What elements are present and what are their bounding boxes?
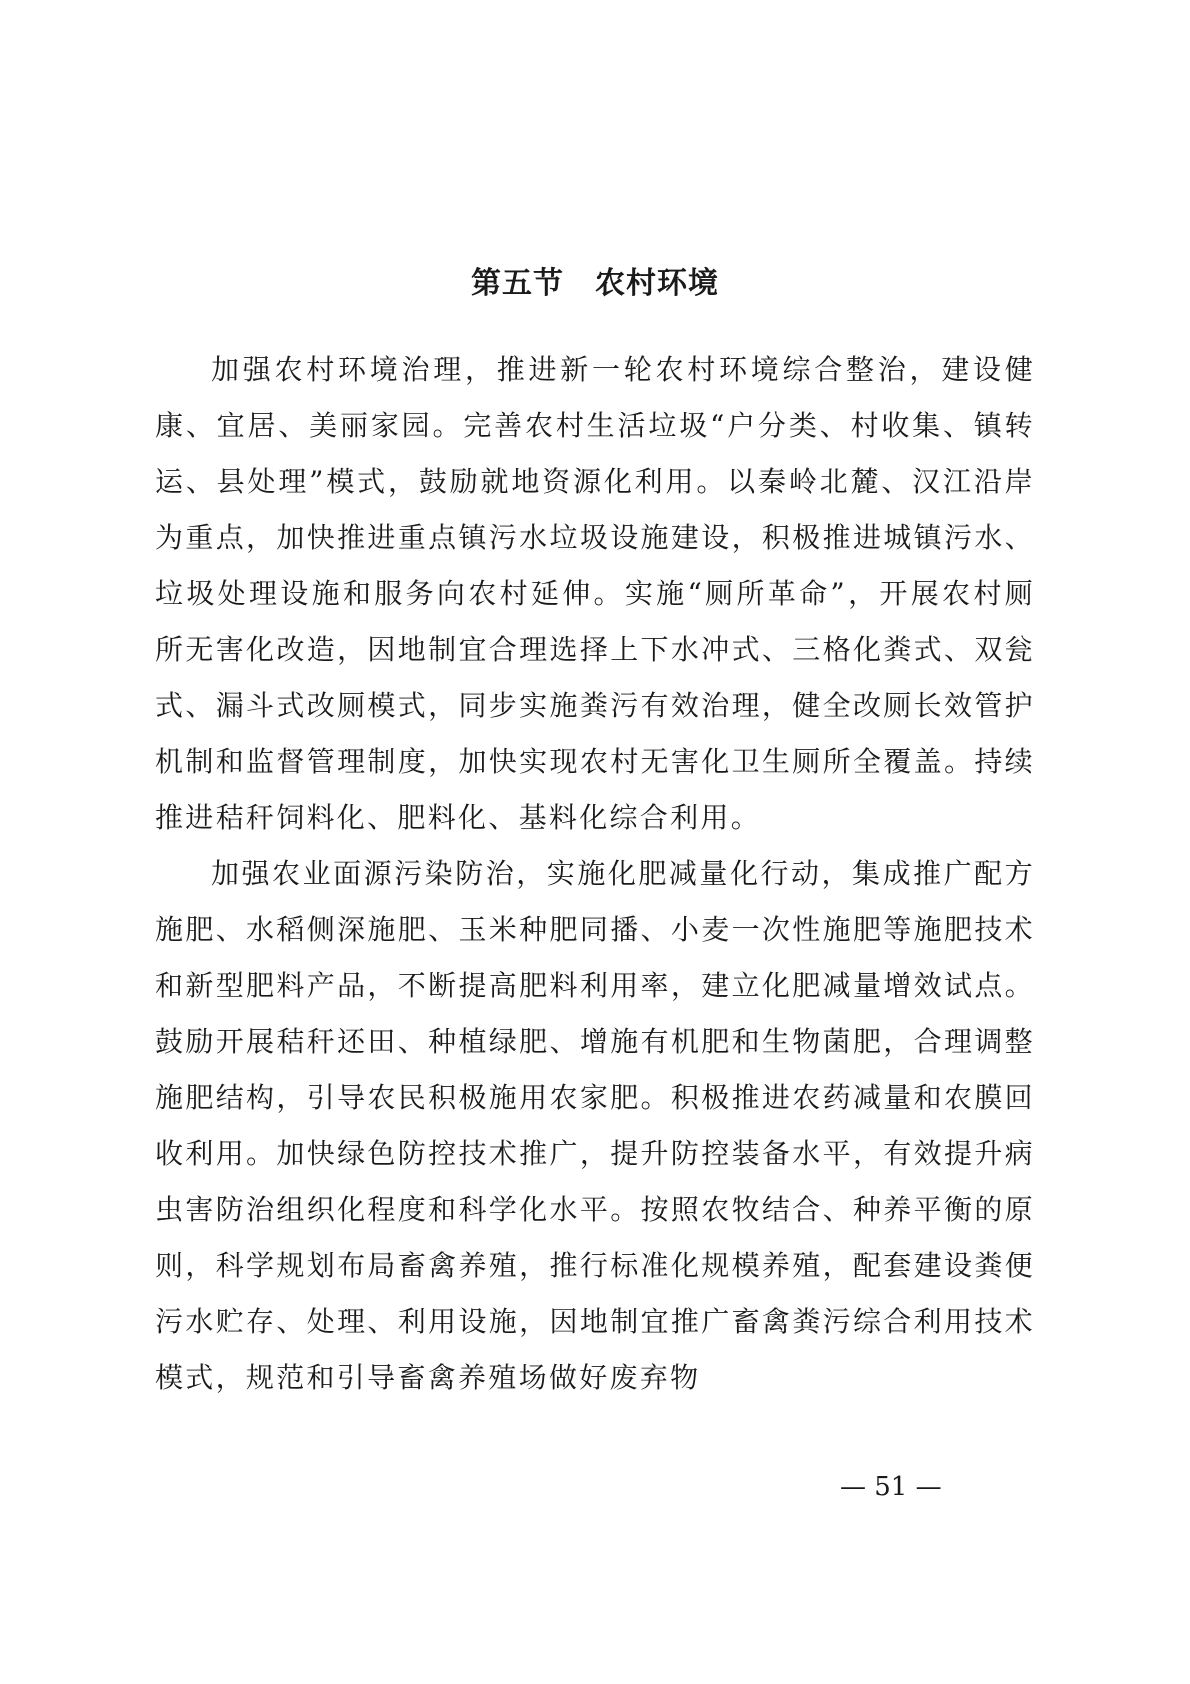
page-number: — 51 — [840, 1472, 942, 1502]
body-text [155, 342, 1035, 1406]
paragraph-agricultural-pollution-control: 加强农业面源污染防治，实施化肥减量化行动，集成推广配方施肥、水稻侧深施肥、玉米种肥同播、小麦一次性施肥等施肥技术和新型肥料产品，不断提高肥料利用率，建立化肥减量增效试点。鼓励开展秸秆还田、种植绿肥、增施有机肥和生物菌肥，合理调整施肥结构，引导农民积极施用农家肥。积极推进农药减量和农膜回收利用。加快绿色防控技术推广，提升防控装备水平，有效提升病虫害防治组织化程度和科学化水平。按照农牧结合、种养平衡的原则，科学规划布局畜禽养殖，推行标准化规模养殖，配套建设粪便污水贮存、处理、利用设施，因地制宜推广畜禽粪污综合利用技术模式，规范和引导畜禽养殖场做好废弃物 [155, 857, 1035, 1394]
paragraph-rural-environment-governance: 加强农村环境治理，推进新一轮农村环境综合整治，建设健康、宜居、美丽家园。完善农村生活垃圾“户分类、村收集、镇转运、县处理”模式，鼓励就地资源化利用。以秦岭北麓、汉江沿岸为重点，加快推进重点镇污水垃圾设施建设，积极推进城镇污水、垃圾处理设施和服务向农村延伸。实施“厕所革命”，开展农村厕所无害化改造，因地制宜合理选择上下水冲式、三格化粪式、双瓮式、漏斗式改厕模式，同步实施粪污有效治理，健全改厕长效管护机制和监督管理制度，加快实现农村无害化卫生厕所全覆盖。持续推进秸秆饲料化、肥料化、基料化综合利用。 [155, 353, 1035, 834]
section-title: 第五节 农村环境 [471, 266, 719, 301]
